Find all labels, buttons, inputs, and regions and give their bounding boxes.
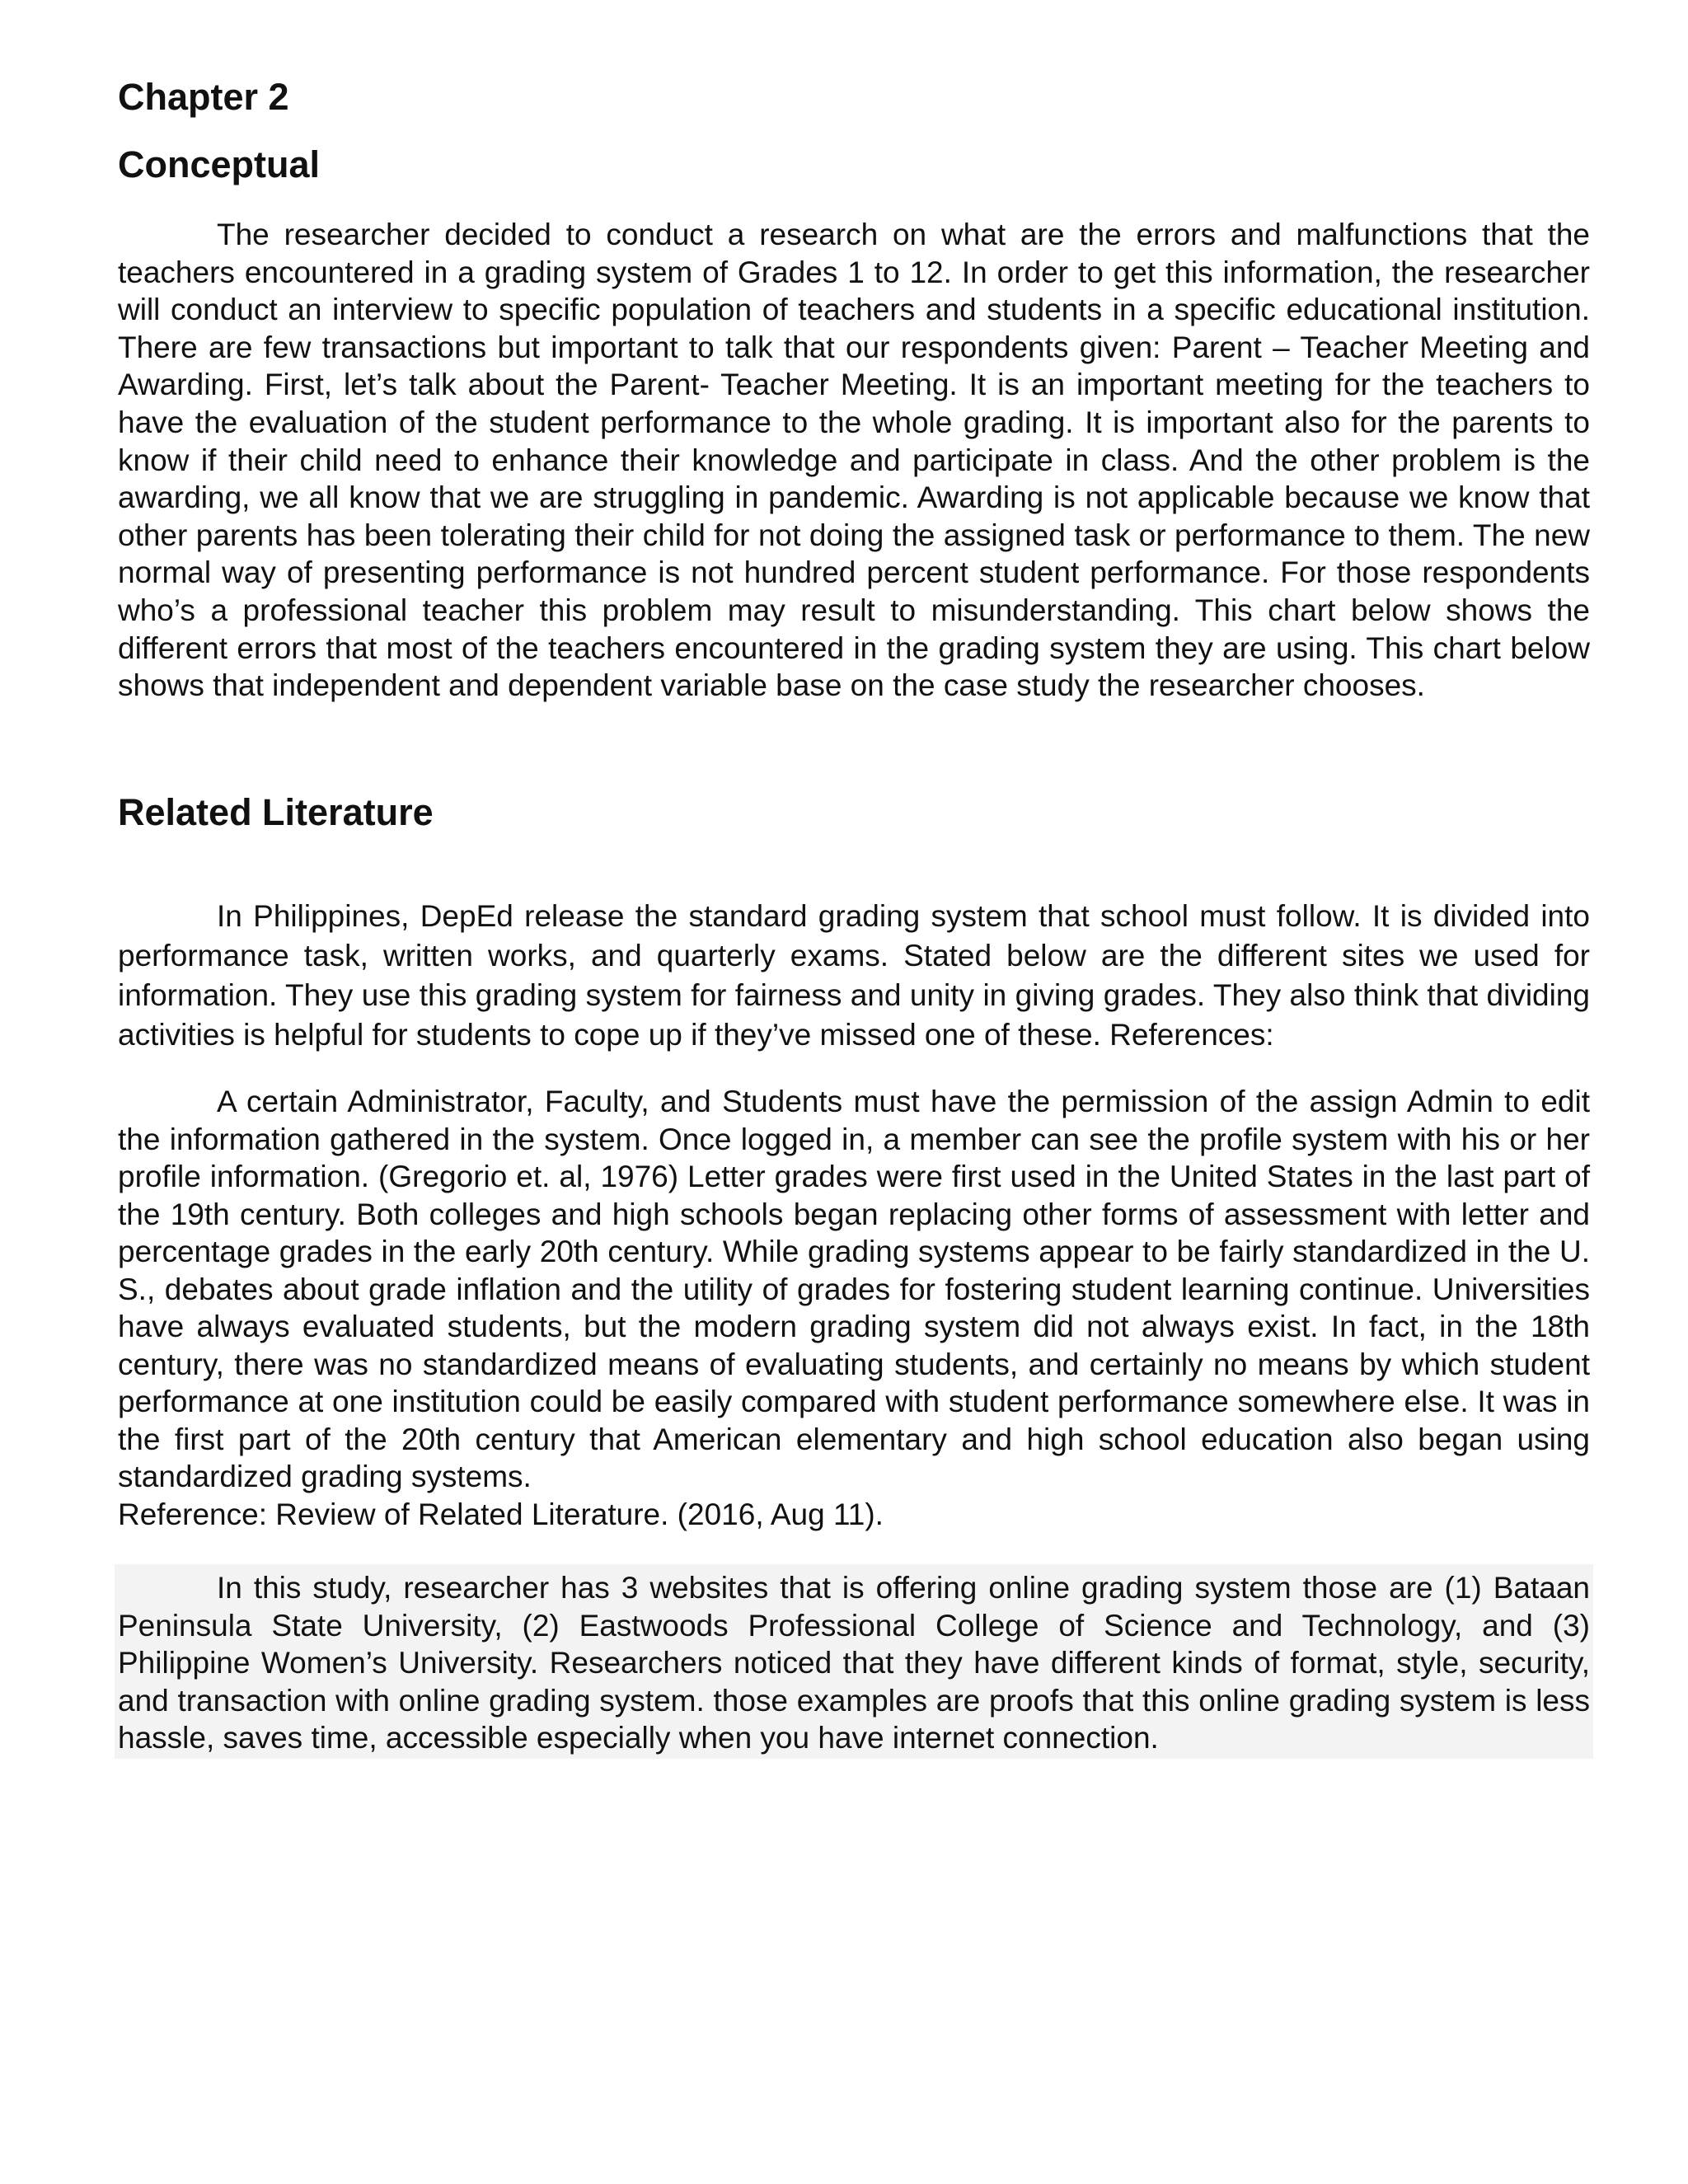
related-literature-reference: Reference: Review of Related Literature. (2016, Aug 11).	[118, 1497, 884, 1531]
related-literature-heading: Related Literature	[118, 791, 434, 833]
related-literature-paragraph-2	[118, 1083, 1590, 1533]
chapter-heading: Chapter 2	[118, 76, 289, 118]
related-literature-paragraph-2-body: A certain Administrator, Faculty, and Students must have the permission of the assign Admin to edit the information gathered in the system. Once logged in, a member can see the profile system with his or her profile information. (Gregorio et. al, 1976) Letter grades were first used in the United States in the last part of the 19th century. Both colleges and high schools began replacing other forms of assessment with letter and percentage grades in the early 20th century. While grading systems appear to be fairly standardized in the U. S., debates about grade inflation and the utility of grades for fostering student learning continue. Universities have always evaluated students, but the modern grading system did not always exist. In fact, in the 18th century, there was no standardized means of evaluating students, and certainly no means by which student performance at one institution could be easily compared with student performance somewhere else. It was in the first part of the 20th century that American elementary and high school education also began using standardized grading systems.	[118, 1085, 1590, 1493]
related-literature-paragraph-1: In Philippines, DepEd release the standard grading system that school must follow. It is divided into performance task, written works, and quarterly exams. Stated below are the different sites we used for information. They use this grading system for fairness and unity in giving grades. They also think that dividing activities is helpful for students to cope up if they’ve missed one of these. References:	[118, 899, 1590, 1052]
conceptual-heading: Conceptual	[118, 143, 321, 185]
conceptual-paragraph: The researcher decided to conduct a research on what are the errors and malfunctions that the teachers encountered in a grading system of Grades 1 to 12. In order to get this information, the researcher will conduct an interview to specific population of teachers and students in a specific educational institution. There are few transactions but important to talk that our respondents given: Parent – Teacher Meeting and Awarding. First, let’s talk about the Parent- Teacher Meeting. It is an important meeting for the teachers to have the evaluation of the student performance to the whole grading. It is important also for the parents to know if their child need to enhance their knowledge and participate in class. And the other problem is the awarding, we all know that we are struggling in pandemic. Awarding is not applicable because we know that other parents has been tolerating their child for not doing the assigned task or performance to them. The new normal way of presenting performance is not hundred percent student performance. For those respondents who’s a professional teacher this problem may result to misunderstanding. This chart below shows the different errors that most of the teachers encountered in the grading system they are using. This chart below shows that independent and dependent variable base on the case study the researcher chooses.	[118, 218, 1590, 703]
related-literature-paragraph-3: In this study, researcher has 3 websites that is offering online grading system those are (1) Bataan Peninsula State University, (2) Eastwoods Professional College of Science and Technology, and (3) Philippine Women’s University. Researchers noticed that they have different kinds of format, style, security, and transaction with online grading system. those examples are proofs that this online grading system is less hassle, saves time, accessible especially when you have internet connection.	[118, 1571, 1590, 1755]
